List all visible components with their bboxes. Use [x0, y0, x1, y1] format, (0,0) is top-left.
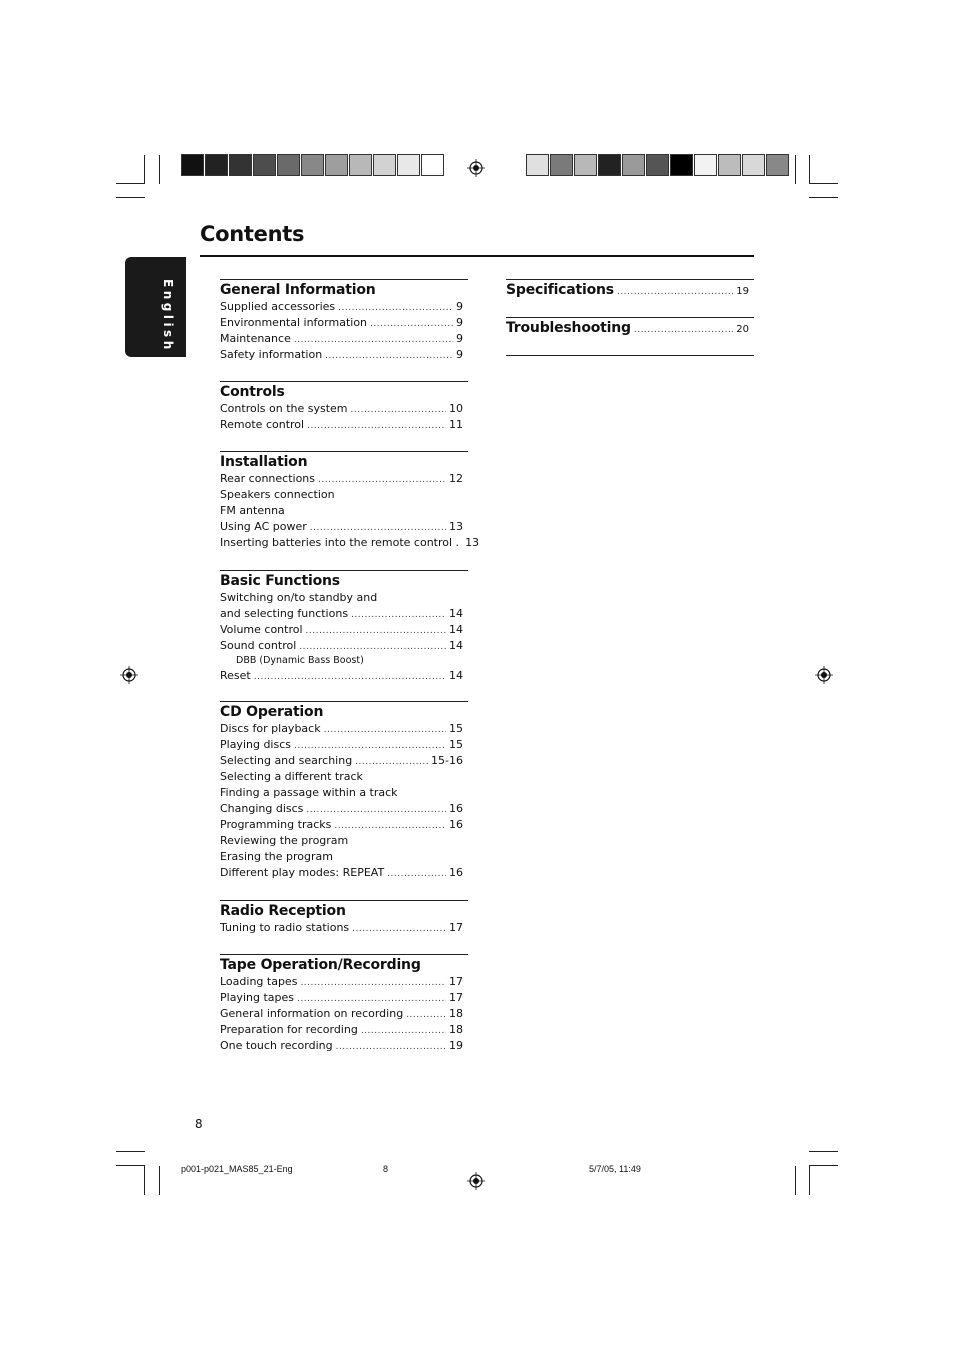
toc-entry-leader	[406, 1007, 446, 1023]
toc-entry-leader	[325, 348, 453, 364]
toc-entry-leader	[336, 1039, 446, 1055]
toc-entry-page: 9	[456, 348, 463, 361]
toc-entry[interactable]	[220, 668, 463, 684]
color-swatch	[766, 154, 789, 176]
toc-entry-page: 10	[449, 402, 463, 415]
toc-entry-label: Selecting a different track	[220, 770, 363, 783]
toc-entry[interactable]	[220, 974, 463, 990]
toc-entry-label: Controls on the system	[220, 402, 348, 415]
toc-entry[interactable]	[220, 920, 463, 936]
toc-entry-label: Reviewing the program	[220, 834, 349, 847]
toc-entry-page: 9	[456, 316, 463, 329]
color-swatch	[229, 154, 252, 176]
toc-section	[220, 381, 468, 433]
toc-entry[interactable]	[220, 785, 463, 801]
toc-entry-page: 16	[449, 866, 463, 879]
toc-entry[interactable]	[506, 280, 749, 300]
toc-entry-label: Remote control	[220, 418, 305, 431]
toc-entry[interactable]	[220, 487, 463, 503]
toc-entry-leader	[351, 402, 446, 418]
language-tab-label: English	[161, 279, 175, 353]
toc-entry-page: 14	[449, 669, 463, 682]
toc-entry-leader	[297, 991, 446, 1007]
toc-entry-label: Changing discs	[220, 802, 304, 815]
toc-entry[interactable]	[220, 833, 463, 849]
color-swatch	[718, 154, 741, 176]
toc-entry-page: 14	[449, 607, 463, 620]
toc-entry[interactable]	[220, 769, 463, 785]
toc-entry-label: One touch recording	[220, 1039, 333, 1052]
toc-entry-label: Rear connections	[220, 472, 316, 485]
toc-entry-label: Maintenance	[220, 332, 291, 345]
toc-entry-label: Environmental information	[220, 316, 368, 329]
toc-entry-label: Switching on/to standby and	[220, 591, 378, 604]
toc-entry-leader	[299, 639, 446, 655]
toc-entry-page: 18	[449, 1007, 463, 1020]
toc-entry-leader	[334, 818, 446, 834]
toc-section-heading[interactable]: General Information	[220, 282, 376, 298]
toc-entry-page: 17	[449, 921, 463, 934]
toc-entry[interactable]	[220, 737, 463, 753]
toc-section	[220, 900, 468, 936]
toc-entry-leader	[370, 316, 453, 332]
toc-entry-label: Speakers connection	[220, 488, 335, 501]
toc-section	[220, 451, 480, 551]
toc-entry-leader	[352, 921, 446, 937]
toc-entry-page: 13	[465, 536, 480, 549]
color-calibration-bar-left	[181, 154, 445, 176]
toc-section-heading[interactable]: CD Operation	[220, 704, 324, 720]
page-title: Contents	[200, 222, 305, 246]
toc-entry-page: 15	[449, 722, 463, 735]
toc-section-heading[interactable]: Basic Functions	[220, 573, 340, 589]
toc-entry-page: 12	[449, 472, 463, 485]
toc-entry-page: 17	[449, 991, 463, 1004]
toc-entry-page: 14	[449, 639, 463, 652]
toc-entry-label: Using AC power	[220, 520, 307, 533]
toc-entry-page: 13	[449, 520, 463, 533]
toc-entry-label: Safety information	[220, 348, 323, 361]
toc-entry-label: Playing tapes	[220, 991, 294, 1004]
toc-entry-leader	[254, 669, 446, 685]
toc-entry[interactable]	[220, 801, 463, 817]
toc-entry[interactable]	[220, 849, 463, 865]
registration-mark-icon	[815, 666, 833, 684]
toc-entry-label: Programming tracks	[220, 818, 332, 831]
toc-entry-label: Discs for playback	[220, 722, 321, 735]
color-swatch	[526, 154, 549, 176]
toc-entry-label: Playing discs	[220, 738, 291, 751]
color-swatch	[373, 154, 396, 176]
language-tab	[125, 257, 186, 357]
toc-entry-leader	[294, 738, 446, 754]
toc-entry-label: Finding a passage within a track	[220, 786, 398, 799]
toc-entry-label: Tuning to radio stations	[220, 921, 350, 934]
toc-section	[220, 570, 468, 684]
color-swatch	[574, 154, 597, 176]
toc-entry[interactable]	[220, 1038, 463, 1054]
toc-entry-label: Reset	[220, 669, 251, 682]
toc-entry-leader	[387, 866, 446, 882]
color-swatch	[694, 154, 717, 176]
toc-entry-page: 15	[449, 738, 463, 751]
toc-entry-label: Volume control	[220, 623, 303, 636]
toc-entry-page: 11	[449, 418, 463, 431]
toc-section-heading[interactable]: Installation	[220, 454, 308, 470]
toc-entry-page: 9	[456, 300, 463, 313]
toc-entry[interactable]	[220, 347, 463, 363]
toc-entry-page: 18	[449, 1023, 463, 1036]
toc-entry-page: 16	[449, 818, 463, 831]
toc-entry[interactable]	[220, 753, 463, 769]
toc-entry[interactable]	[220, 535, 480, 551]
toc-entry[interactable]	[220, 721, 463, 737]
toc-entry[interactable]	[220, 638, 463, 654]
toc-entry[interactable]	[220, 503, 463, 519]
toc-entry-leader	[634, 320, 733, 340]
color-swatch	[421, 154, 444, 176]
color-swatch	[598, 154, 621, 176]
toc-entry[interactable]	[220, 590, 463, 606]
color-swatch	[181, 154, 204, 176]
color-calibration-bar-right	[526, 154, 790, 176]
toc-section	[220, 701, 468, 881]
toc-entry-label: General information on recording	[220, 1007, 404, 1020]
toc-entry-page: 19	[736, 286, 749, 297]
toc-entry[interactable]	[220, 299, 463, 315]
toc-entry[interactable]	[220, 471, 463, 487]
color-swatch	[277, 154, 300, 176]
toc-section-heading[interactable]: Radio Reception	[220, 903, 346, 919]
color-swatch	[622, 154, 645, 176]
toc-entry-label: Inserting batteries into the remote control .	[220, 536, 460, 549]
toc-entry-page: 20	[736, 324, 749, 335]
registration-mark-icon	[120, 666, 138, 684]
toc-entry[interactable]	[220, 654, 463, 668]
toc-section-heading[interactable]: Controls	[220, 384, 285, 400]
toc-entry-leader	[294, 332, 453, 348]
toc-entry[interactable]	[220, 401, 463, 417]
footer-page: 8	[383, 1164, 389, 1174]
toc-entry[interactable]	[220, 519, 463, 535]
toc-entry-label: Sound control	[220, 639, 297, 652]
color-swatch	[670, 154, 693, 176]
toc-entry-label: Erasing the program	[220, 850, 333, 863]
toc-section	[506, 317, 754, 356]
toc-entry-page: 16	[449, 802, 463, 815]
toc-entry[interactable]	[220, 417, 463, 433]
toc-entry-leader	[306, 802, 446, 818]
toc-section	[506, 279, 754, 317]
toc-entry[interactable]	[506, 318, 749, 338]
toc-entry-label: Preparation for recording	[220, 1023, 358, 1036]
toc-entry[interactable]	[220, 606, 463, 622]
toc-section-heading: Specifications	[506, 282, 614, 298]
toc-entry-page: 14	[449, 623, 463, 636]
color-swatch	[742, 154, 765, 176]
toc-entry-label: Different play modes: REPEAT	[220, 866, 385, 879]
toc-entry-label: DBB (Dynamic Bass Boost)	[236, 655, 364, 666]
footer-date: 5/7/05, 11:49	[589, 1164, 641, 1174]
color-swatch	[325, 154, 348, 176]
toc-entry[interactable]	[220, 331, 463, 347]
color-swatch	[301, 154, 324, 176]
title-rule	[200, 255, 754, 257]
toc-entry-leader	[300, 975, 446, 991]
toc-entry[interactable]	[220, 315, 463, 331]
toc-entry-leader	[361, 1023, 446, 1039]
color-swatch	[205, 154, 228, 176]
toc-section	[220, 279, 468, 363]
toc-entry-leader	[338, 300, 453, 316]
toc-entry-label: Loading tapes	[220, 975, 298, 988]
toc-entry-page: 9	[456, 332, 463, 345]
toc-entry[interactable]	[220, 865, 463, 881]
toc-entry[interactable]	[220, 990, 463, 1006]
toc-entry-leader	[355, 754, 428, 770]
page-number: 8	[195, 1117, 203, 1131]
toc-entry-page: 19	[449, 1039, 463, 1052]
toc-entry-leader	[307, 418, 446, 434]
color-swatch	[550, 154, 573, 176]
toc-entry-label: FM antenna	[220, 504, 285, 517]
toc-section-heading[interactable]: Tape Operation/Recording	[220, 957, 421, 973]
toc-section	[220, 954, 468, 1054]
toc-entry[interactable]	[220, 622, 463, 638]
toc-entry-leader	[318, 472, 446, 488]
footer-file-name: p001-p021_MAS85_21-Eng	[181, 1164, 293, 1174]
toc-entry-page: 15-16	[431, 754, 463, 767]
toc-entry-leader	[310, 520, 446, 536]
toc-entry-leader	[324, 722, 446, 738]
color-swatch	[349, 154, 372, 176]
toc-entry[interactable]	[220, 817, 463, 833]
toc-entry-label: Selecting and searching	[220, 754, 353, 767]
color-swatch	[253, 154, 276, 176]
toc-entry-leader	[351, 607, 446, 623]
toc-entry-label: and selecting functions	[220, 607, 349, 620]
registration-mark-icon	[467, 1172, 485, 1190]
toc-entry-page: 17	[449, 975, 463, 988]
toc-entry-leader	[617, 282, 733, 302]
toc-entry-label: Supplied accessories	[220, 300, 336, 313]
color-swatch	[397, 154, 420, 176]
color-swatch	[646, 154, 669, 176]
toc-entry[interactable]	[220, 1022, 463, 1038]
toc-entry-leader	[306, 623, 446, 639]
toc-entry[interactable]	[220, 1006, 463, 1022]
toc-section-heading: Troubleshooting	[506, 320, 631, 336]
registration-mark-icon	[467, 159, 485, 177]
